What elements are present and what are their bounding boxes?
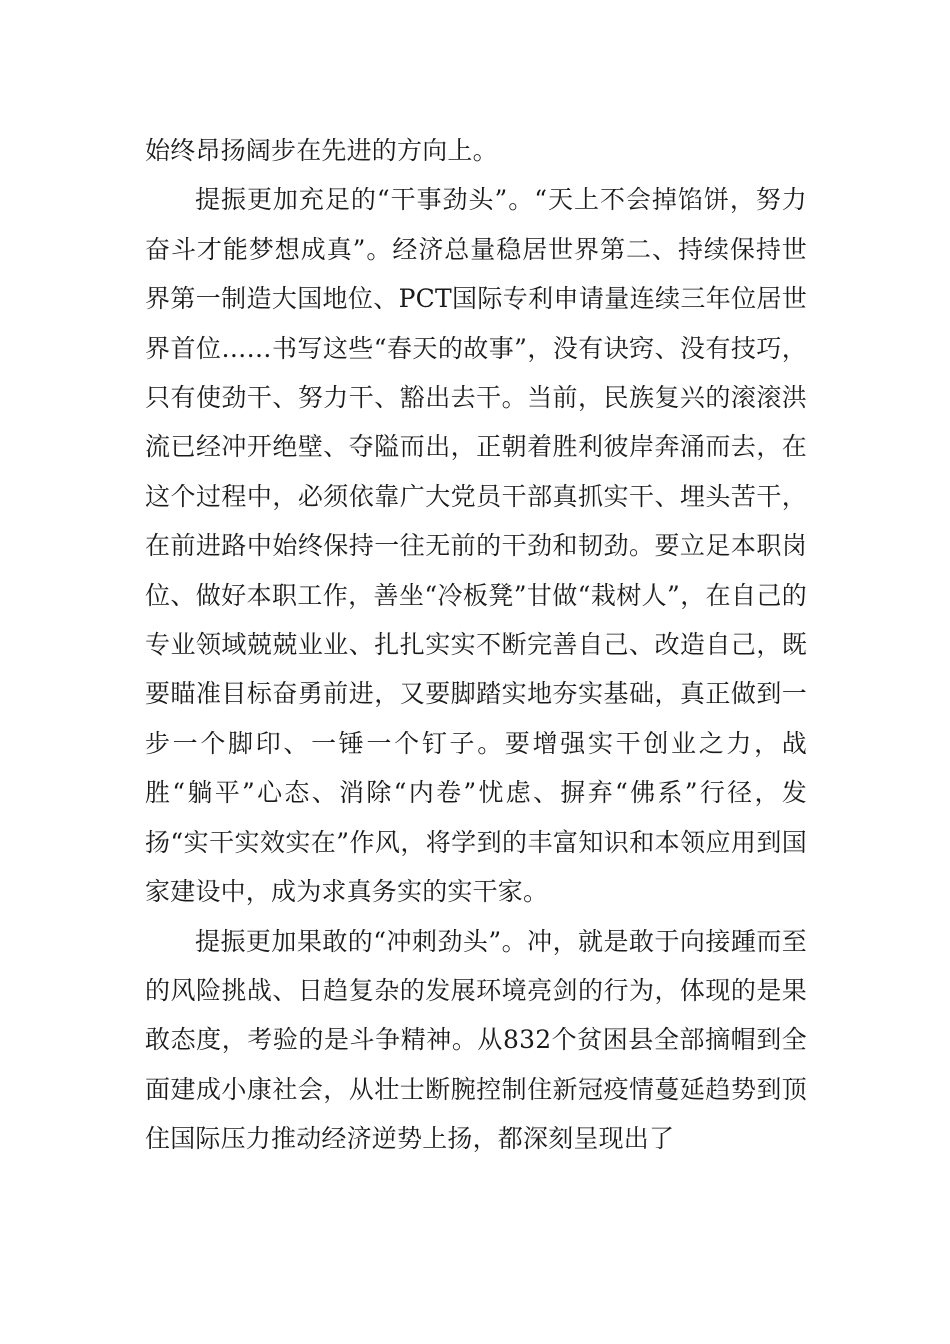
paragraph-work-spirit: 提振更加充足的“干事劲头”。“天上不会掉馅饼，努力奋斗才能梦想成真”。经济总量稳居世界第二、持续保持世界第一制造大国地位、PCT国际专利申请量连续三年位居世界首位……书写这些“春天的故事”，没有诀窍、没有技巧，只有使劲干、努力干、豁出去干。当前，民族复兴的滚滚洪流已经冲开绝壁、夺隘而出，正朝着胜利彼岸奔涌而去，在这个过程中，必须依靠广大党员干部真抓实干、埋头苦干，在前进路中始终保持一往无前的干劲和韧劲。要立足本职岗位、做好本职工作，善坐“冷板凳”甘做“栽树人”，在自己的专业领域兢兢业业、扎扎实实不断完善自己、改造自己，既要瞄准目标奋勇前进，又要脚踏实地夯实基础，真正做到一步一个脚印、一锤一个钉子。要增强实干创业之力，战胜“躺平”心态、消除“内卷”忧虑、摒弃“佛系”行径，发扬“实干实效实在”作风，将学到的丰富知识和本领应用到国家建设中，成为求真务实的实干家。	[145, 185, 807, 907]
paragraph-continuation: 始终昂扬阔步在先进的方向上。	[145, 136, 498, 165]
document-body	[145, 126, 807, 1164]
paragraph-sprint-spirit: 提振更加果敢的“冲刺劲头”。冲，就是敢于向接踵而至的风险挑战、日趋复杂的发展环境亮剑的行为，体现的是果敢态度，考验的是斗争精神。从832个贫困县全部摘帽到全面建成小康社会，从壮士断腕控制住新冠疫情蔓延趋势到顶住国际压力推动经济逆势上扬，都深刻呈现出了	[145, 926, 807, 1154]
